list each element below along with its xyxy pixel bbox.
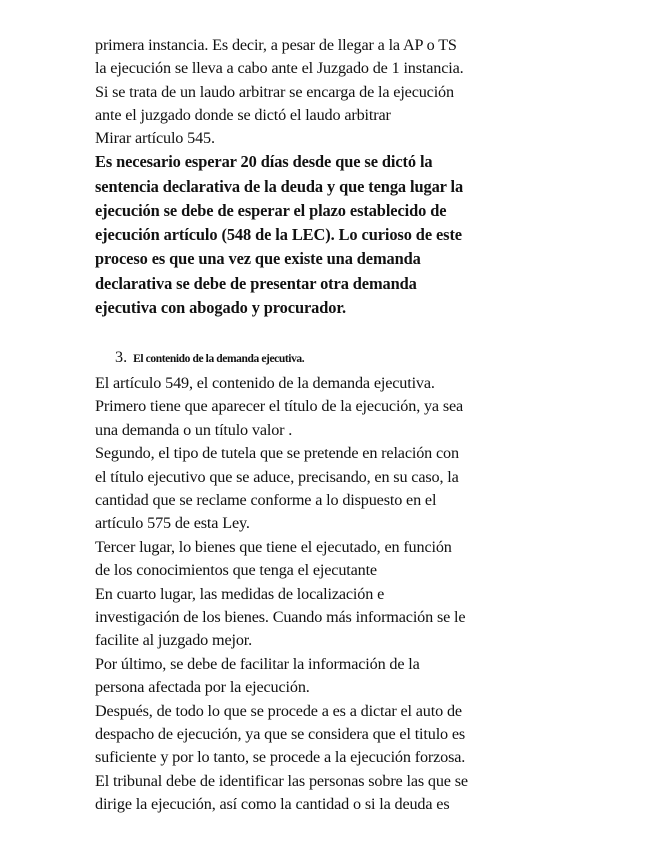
text-line: despacho de ejecución, ya que se considera que el titulo es (95, 725, 466, 743)
text-line: cantidad que se reclame conforme a lo dispuesto en el (95, 490, 437, 509)
section-number: 3. (115, 347, 128, 366)
text-line: suficiente y por lo tanto, se procede a la ejecución forzosa. (95, 748, 466, 767)
text-line: Tercer lugar, lo bienes que tiene el ejecutado, en función (95, 537, 452, 556)
bold-text-line: declarativa se debe de presentar otra demanda (95, 273, 417, 293)
document-page (95, 34, 585, 817)
section-title: El contenido de la demanda ejecutiva. (133, 352, 305, 365)
text-line: de los conocimientos que tenga el ejecutante (95, 561, 377, 580)
bold-text-line: sentencia declarativa de la deuda y que tenga lugar la (95, 176, 464, 196)
text-line: Si se trata de un laudo arbitrar se encarga de la ejecución (95, 82, 454, 101)
text-line: persona afectada por la ejecución. (95, 678, 310, 697)
bold-text-line: ejecución artículo (548 de la LEC). Lo curioso de este (95, 225, 462, 245)
text-line: artículo 575 de esta Ley. (95, 514, 250, 533)
text-line: El artículo 549, el contenido de la demanda ejecutiva. (95, 373, 435, 392)
text-line: Segundo, el tipo de tutela que se pretende en relación con (95, 444, 459, 463)
text-line: Por último, se debe de facilitar la información de la (95, 654, 420, 673)
text-line: dirige la ejecución, así como la cantidad o si la deuda es (95, 795, 450, 814)
text-line: Primero tiene que aparecer el título de la ejecución, ya sea (95, 397, 464, 416)
text-line: facilite al juzgado mejor. (95, 631, 253, 650)
text-line: Después, de todo lo que se procede a es a dictar el auto de (95, 701, 462, 720)
text-line: una demanda o un título valor . (95, 420, 293, 439)
text-line: ante el juzgado donde se dictó el laudo arbitrar (95, 105, 391, 124)
text-line: investigación de los bienes. Cuando más información se le (95, 607, 466, 626)
bold-text-line: proceso es que una vez que existe una demanda (95, 249, 421, 269)
bold-text-line: ejecutiva con abogado y procurador. (95, 297, 347, 317)
intro-paragraph (95, 34, 585, 150)
bold-text-line: ejecución se debe de esperar el plazo establecido de (95, 200, 447, 220)
section-body (95, 372, 585, 817)
text-line: El tribunal debe de identificar las personas sobre las que se (95, 771, 468, 790)
text-line: la ejecución se lleva a cabo ante el Juzgado de 1 instancia. (95, 59, 464, 78)
text-line: Mirar artículo 545. (95, 129, 215, 148)
text-line: primera instancia. Es decir, a pesar de llegar a la AP o TS (95, 36, 457, 54)
text-line: el título ejecutivo que se aduce, precisando, en su caso, la (95, 467, 459, 486)
bold-text-line: Es necesario esperar 20 días desde que se dictó la (95, 152, 433, 172)
bold-paragraph (95, 150, 585, 319)
section-heading (95, 346, 585, 370)
text-line: En cuarto lugar, las medidas de localización e (95, 584, 385, 603)
